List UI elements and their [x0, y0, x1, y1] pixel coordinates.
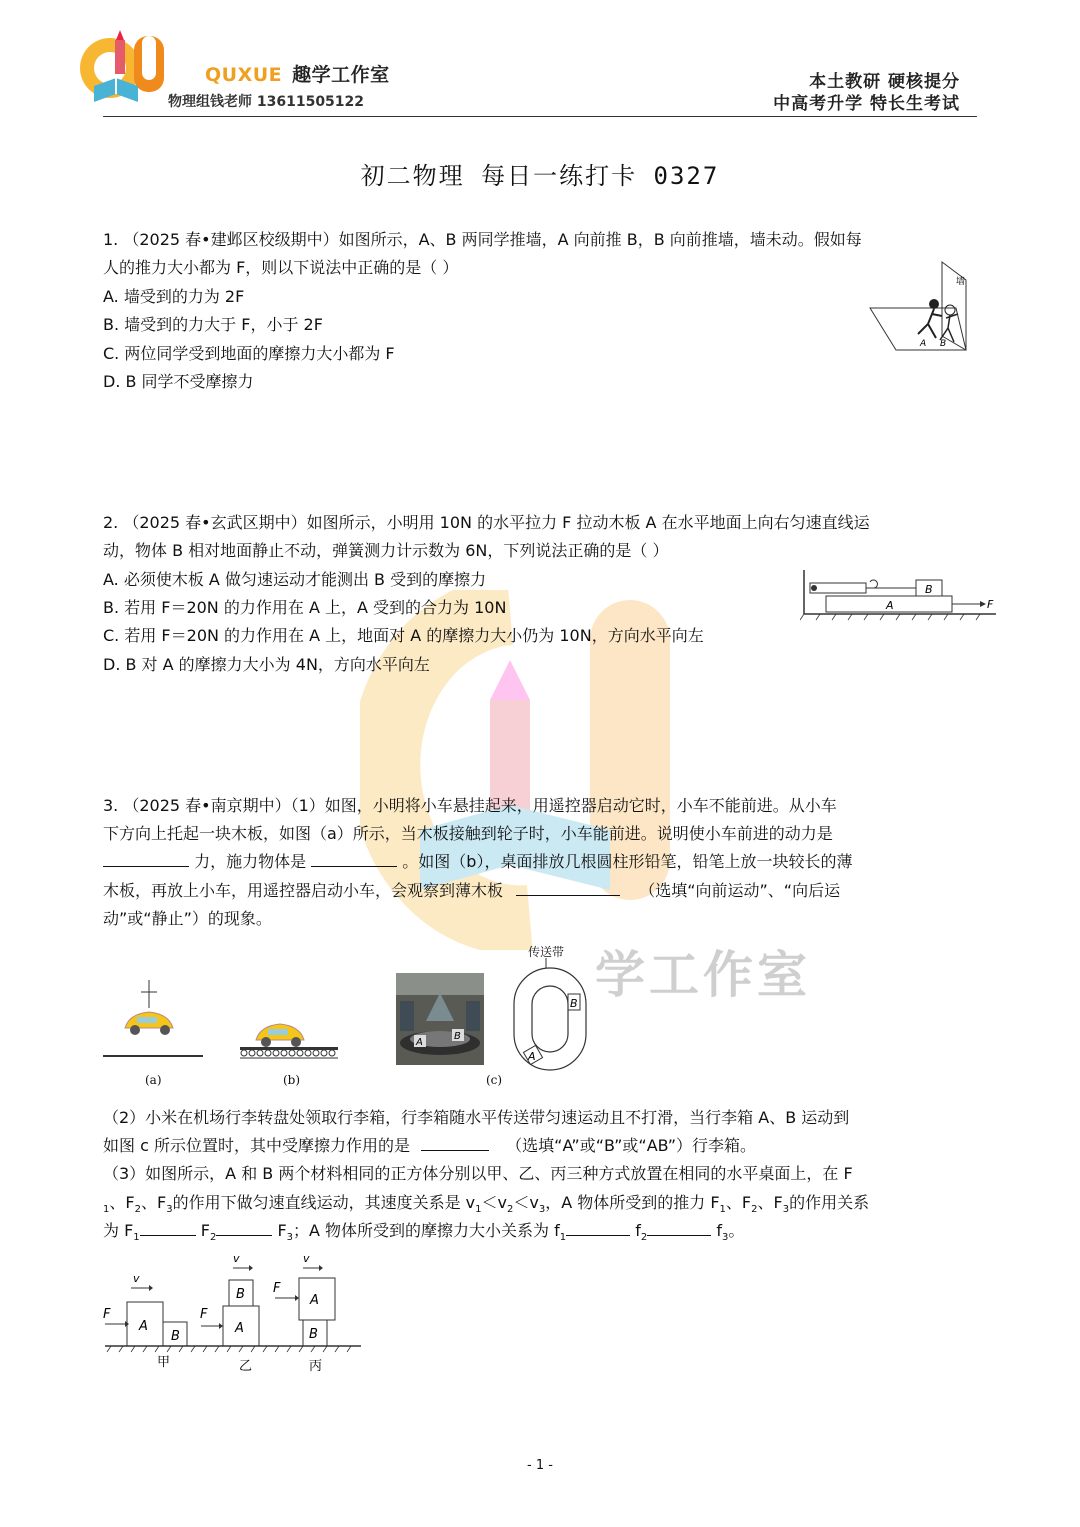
q1-fig-wall-label: 墙: [956, 277, 966, 287]
q3-fig3-v3: v: [303, 1252, 310, 1265]
q2-figure: [800, 568, 998, 622]
text: f: [716, 1221, 722, 1240]
q3-fig3-b2: B: [236, 1287, 245, 1302]
q3-fig3-b1: B: [171, 1329, 180, 1344]
text: 、F: [140, 1193, 167, 1212]
text: 、F: [757, 1193, 783, 1212]
q1-option-b: B. 墙受到的力大于 F，小于 2F: [103, 315, 323, 334]
sub: 2: [209, 1232, 217, 1244]
sub: 2: [506, 1204, 514, 1216]
sub: 3: [722, 1232, 729, 1244]
text: 、F: [725, 1193, 752, 1212]
q3-blank-5[interactable]: [140, 1221, 196, 1236]
q3-belt-label-b: B: [570, 997, 578, 1010]
q3-line-3: [103, 852, 852, 872]
text: ，A 物体所受到的推力 F: [545, 1193, 720, 1212]
q3-line-5: 动”或“静止”）的现象。: [103, 909, 272, 928]
q3-fig3-a3: A: [310, 1293, 319, 1308]
q3-part3-figure: [103, 1252, 365, 1376]
q3-fig3-f1: F: [103, 1307, 111, 1322]
q1-stem-line-2: 人的推力大小都为 F，则以下说法中正确的是（ ）: [103, 258, 459, 277]
q3-part2-line-1: （2）小米在机场行李转盘处领取行李箱，行李箱随水平传送带匀速运动且不打滑，当行李箱 A、B 运动到: [103, 1108, 850, 1127]
sub: 3: [538, 1204, 546, 1216]
q3-belt-label-a: A: [528, 1050, 536, 1063]
q2-fig-label-b: B: [925, 583, 933, 596]
q3-figure-c-belt: [512, 958, 588, 1074]
text: 、F: [109, 1193, 135, 1212]
q3-blank-4[interactable]: [421, 1136, 489, 1151]
q3-line-4-text-a: 木板，再放上小车，用遥控器启动小车，会观察到薄木板: [103, 881, 504, 900]
q3-fig3-bing: 丙: [309, 1359, 323, 1374]
q1-option-c: C. 两位同学受到地面的摩擦力大小都为 F: [103, 344, 395, 363]
q1-option-a: A. 墙受到的力为 2F: [103, 287, 245, 306]
q3-photo-label-b: B: [454, 1031, 461, 1042]
q3-fig3-yi: 乙: [239, 1359, 253, 1374]
q2-option-b: B. 若用 F＝20N 的力作用在 A 上，A 受到的合力为 10N: [103, 598, 507, 617]
q2-option-c: C. 若用 F＝20N 的力作用在 A 上，地面对 A 的摩擦力大小仍为 10N，方向水平向左: [103, 626, 704, 645]
sub: 3: [286, 1232, 294, 1244]
sub: 1: [559, 1232, 567, 1244]
q2-fig-label-a: A: [886, 599, 894, 612]
q3-fig3-a2: A: [235, 1321, 244, 1336]
q3-fig3-v1: v: [133, 1272, 140, 1285]
q2-fig-label-f: F: [987, 598, 994, 611]
q3-blank-7[interactable]: [566, 1221, 630, 1236]
q1-stem-line-1: 1. （2025 春•建邺区校级期中）如图所示，A、B 两同学推墙，A 向前推 B，B 向前推墙，墙未动。假如每: [103, 230, 862, 249]
q2-stem-line-2: 动，物体 B 相对地面静止不动，弹簧测力计示数为 6N，下列说法正确的是（ ）: [103, 541, 669, 560]
q3-fig3-f2: F: [200, 1307, 208, 1322]
sub: 1: [133, 1232, 140, 1244]
q3-caption-b: (b): [283, 1073, 301, 1087]
q3-fig3-jia: 甲: [157, 1355, 171, 1370]
q3-part2-text-a: 如图 c 所示位置时，其中受摩擦力作用的是: [103, 1136, 410, 1155]
page-number: - 1 -: [527, 1458, 553, 1473]
q1-figure: [868, 258, 973, 354]
text: 的作用关系: [789, 1193, 870, 1212]
q3-fig3-b3: B: [309, 1327, 318, 1342]
q3-belt-label: 传送带: [528, 945, 565, 959]
watermark-text: 学工作室: [595, 946, 811, 1004]
q3-line-1: 3. （2025 春•南京期中）（1）如图，小明将小车悬挂起来，用遥控器启动它时，小车不能前进。从小车: [103, 796, 837, 815]
q3-blank-6[interactable]: [216, 1221, 272, 1236]
sub: 1: [103, 1204, 110, 1216]
text: f: [635, 1221, 641, 1240]
sub: 1: [719, 1204, 726, 1216]
q3-blank-1[interactable]: [103, 852, 189, 867]
q3-figure-b: [240, 1018, 340, 1063]
q1-option-d: D. B 同学不受摩擦力: [103, 372, 254, 391]
header-divider: [103, 116, 977, 117]
page-title: 初二物理 每日一练打卡 0327: [360, 162, 720, 190]
sub: 2: [640, 1232, 648, 1244]
text: ＜v: [481, 1193, 507, 1212]
sub: 3: [166, 1204, 173, 1216]
q3-caption-a: (a): [145, 1073, 162, 1087]
q3-fig3-f3: F: [273, 1281, 281, 1296]
teacher-contact: 物理组钱老师 13611505122: [168, 94, 365, 110]
sub: 3: [782, 1204, 790, 1216]
q3-part3-line-2: [103, 1193, 869, 1220]
q3-line-3-text-b: 。如图（b），桌面排放几根圆柱形铅笔，铅笔上放一块较长的薄: [402, 852, 853, 871]
q3-part2-text-b: （选填“A”或“B”或“AB”）行李箱。: [506, 1136, 757, 1155]
q3-line-3-text-a: 力，施力物体是: [194, 852, 307, 871]
q2-option-a: A. 必须使木板 A 做匀速运动才能测出 B 受到的摩擦力: [103, 570, 487, 589]
slogan-line-2: 中高考升学 特长生考试: [773, 94, 960, 114]
sub: 2: [751, 1204, 758, 1216]
text: ＜v: [513, 1193, 539, 1212]
text: F: [200, 1221, 210, 1240]
q3-figure-c-photo: [396, 973, 484, 1065]
q3-fig3-v2: v: [233, 1252, 240, 1265]
q3-part2-line-2: [103, 1136, 756, 1156]
q3-blank-2[interactable]: [311, 852, 397, 867]
q3-blank-8[interactable]: [647, 1221, 711, 1236]
q2-stem-line-1: 2. （2025 春•玄武区期中）如图所示，小明用 10N 的水平拉力 F 拉动木板 A 在水平地面上向右匀速直线运: [103, 513, 870, 532]
q3-fig3-a1: A: [139, 1319, 148, 1334]
q1-fig-label-b: B: [940, 339, 947, 349]
q3-photo-label-a: A: [416, 1037, 423, 1048]
text: 。: [728, 1221, 745, 1240]
text: ；A 物体所受到的摩擦力大小关系为 f: [293, 1221, 560, 1240]
q1-fig-label-a: A: [920, 339, 927, 349]
text: 为 F: [103, 1221, 134, 1240]
text: 的作用下做匀速直线运动，其速度关系是 v: [172, 1193, 476, 1212]
q3-blank-3[interactable]: [516, 881, 620, 896]
slogan-line-1: 本土教研 硬核提分: [809, 72, 960, 92]
q3-line-4: [103, 881, 840, 901]
text: F: [277, 1221, 287, 1240]
logo: [76, 28, 168, 112]
q2-option-d: D. B 对 A 的摩擦力大小为 4N，方向水平向左: [103, 655, 430, 674]
sub: 1: [475, 1204, 482, 1216]
brand-en: QUXUE: [205, 64, 283, 86]
q3-line-4-text-b: （选填“向前运动”、“向后运: [639, 881, 841, 900]
sub: 2: [134, 1204, 141, 1216]
q3-part3-line-1: （3）如图所示，A 和 B 两个材料相同的正方体分别以甲、乙、丙三种方式放置在相同的水平桌面上，在 F: [103, 1164, 853, 1183]
brand-cn: 趣学工作室: [292, 64, 390, 86]
q3-part3-line-3: [103, 1221, 744, 1248]
q3-figure-a: [103, 980, 203, 1060]
q3-caption-c: (c): [486, 1073, 503, 1087]
q3-line-2: 下方向上托起一块木板，如图（a）所示，当木板接触到轮子时，小车能前进。说明使小车前进的动力是: [103, 824, 833, 843]
brand: [205, 60, 390, 87]
